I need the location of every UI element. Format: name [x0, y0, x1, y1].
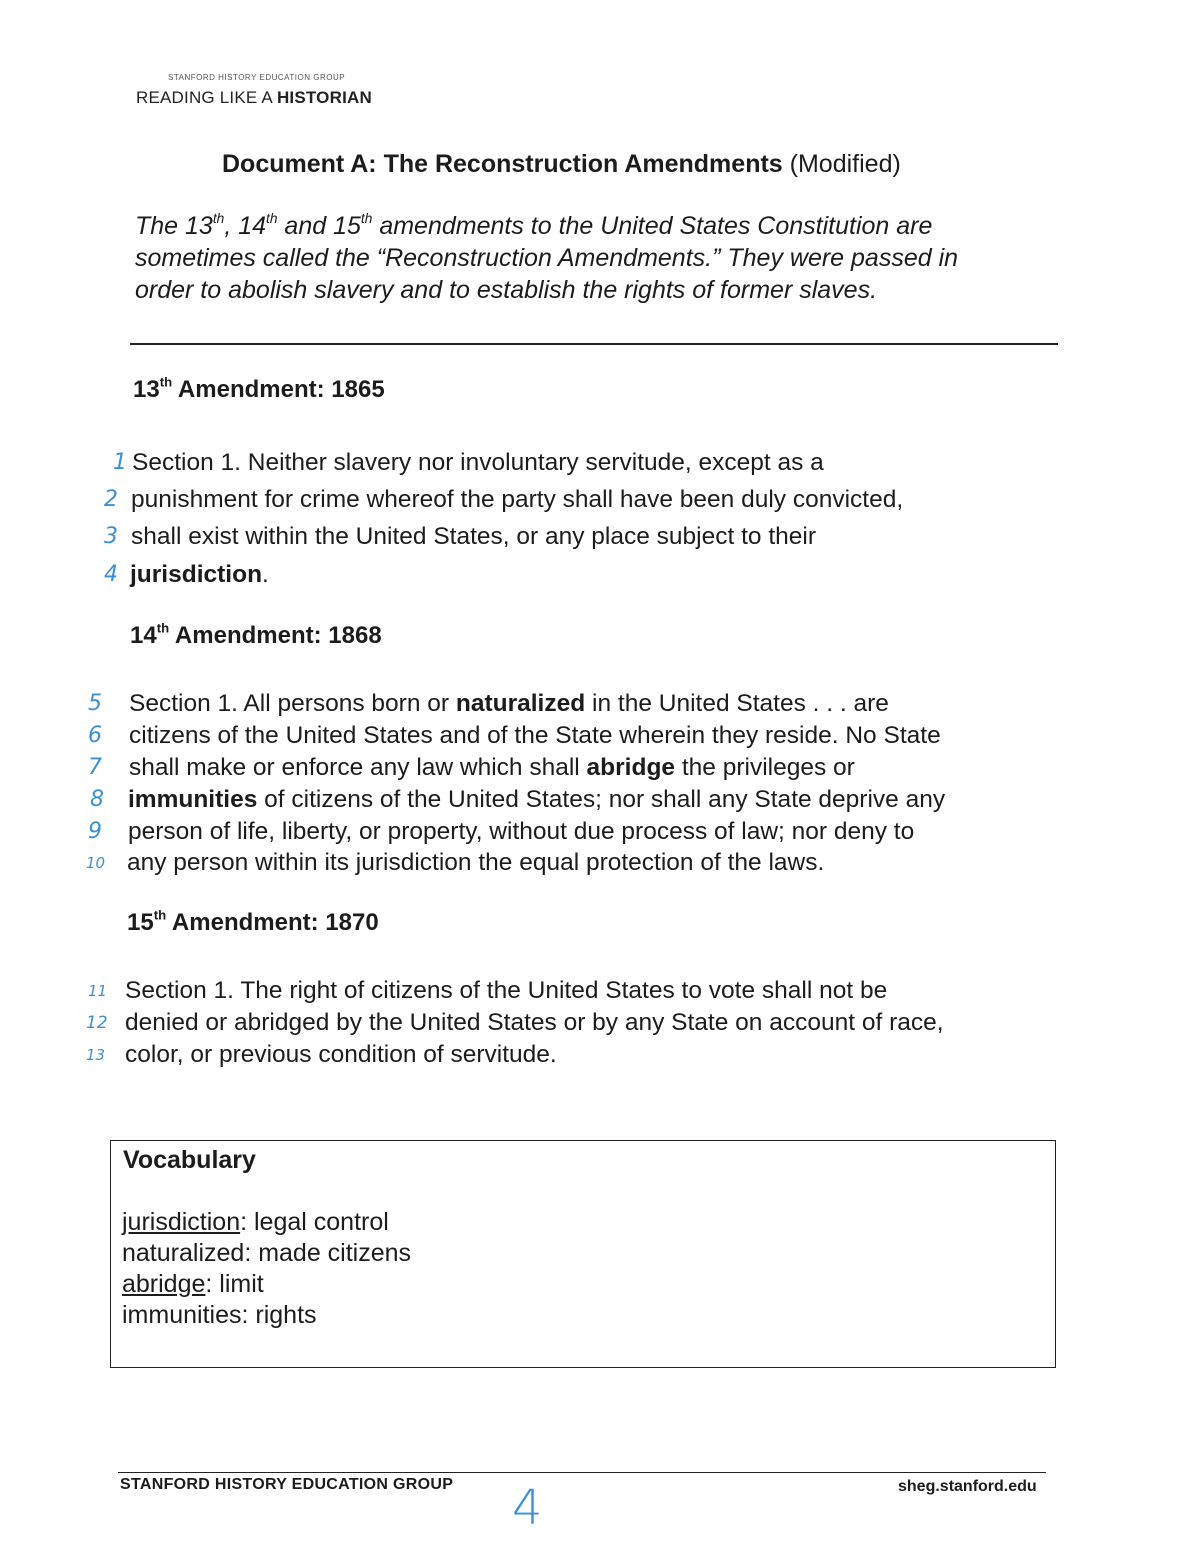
amendment-heading-text: Amendment: 1865	[172, 376, 385, 403]
intro-text: and 15	[277, 212, 361, 240]
line-text: in the United States . . . are	[585, 690, 889, 717]
intro-line-3: order to abolish slavery and to establish the rights of former slaves.	[135, 276, 878, 304]
document-title	[222, 150, 901, 179]
amendment-13-line-2: punishment for crime whereof the party shall have been duly convicted,	[131, 486, 904, 513]
vocab-term: immunities	[128, 786, 258, 813]
vocab-definition: : made citizens	[244, 1239, 412, 1267]
vocab-term: abridge	[122, 1270, 206, 1298]
logo	[136, 88, 372, 108]
amendment-13-heading	[133, 376, 385, 404]
intro-text: amendments to the United States Constitution are	[372, 212, 933, 240]
amendment-heading-text: Amendment: 1870	[166, 909, 379, 936]
line-number-13: 13	[86, 1046, 106, 1064]
line-number-11: 11	[88, 982, 108, 1000]
vocab-item	[122, 1207, 389, 1238]
vocab-item	[122, 1300, 317, 1331]
line-number-7: 7	[88, 755, 102, 780]
line-number-1: 1	[113, 450, 127, 475]
vocab-term: naturalized	[122, 1239, 245, 1267]
amendment-13-line-1: Section 1. Neither slavery nor involuntary servitude, except as a	[132, 449, 824, 476]
amendment-15-line-2: denied or abridged by the United States or by any State on account of race,	[125, 1009, 944, 1036]
amendment-14-line-6: any person within its jurisdiction the equal protection of the laws.	[127, 849, 825, 876]
line-number-5: 5	[88, 691, 102, 716]
amendment-14-line-3	[129, 753, 855, 783]
document-title-suffix: (Modified)	[789, 150, 901, 178]
intro-paragraph	[135, 210, 1065, 306]
line-number-10: 10	[86, 854, 106, 872]
section-divider	[130, 343, 1058, 345]
logo-prefix: READING LIKE A	[136, 88, 277, 107]
vocab-term: abridge	[586, 754, 676, 781]
vocab-term: jurisdiction	[130, 561, 263, 588]
vocab-term: jurisdiction	[122, 1208, 241, 1236]
line-text: of citizens of the United States; nor shall any State deprive any	[257, 786, 946, 813]
amendment-14-line-4	[128, 785, 945, 815]
footer-organization: STANFORD HISTORY EDUCATION GROUP	[120, 1476, 454, 1493]
amendment-number: 15	[127, 909, 154, 936]
footer-divider	[118, 1472, 1046, 1473]
line-number-9: 9	[88, 819, 102, 844]
amendment-14-line-5: person of life, liberty, or property, without due process of law; nor deny to	[128, 818, 915, 845]
ordinal-suffix: th	[156, 620, 170, 636]
logo-subtitle: STANFORD HISTORY EDUCATION GROUP	[168, 73, 346, 82]
vocab-definition: : rights	[241, 1301, 317, 1329]
line-text: Section 1. All persons born or	[129, 690, 456, 717]
ordinal-suffix: th	[212, 211, 225, 226]
vocab-definition: : limit	[205, 1270, 264, 1298]
amendment-13-line-4	[130, 560, 269, 590]
line-number-3: 3	[104, 524, 118, 549]
ordinal-suffix: th	[266, 211, 278, 226]
line-number-8: 8	[90, 787, 104, 812]
footer-website: sheg.stanford.edu	[898, 1478, 1037, 1495]
document-title-main: Document A: The Reconstruction Amendments	[222, 150, 783, 178]
vocab-term: immunities	[122, 1301, 242, 1329]
amendment-14-line-2: citizens of the United States and of the State wherein they reside. No State	[129, 722, 941, 749]
vocabulary-title: Vocabulary	[123, 1146, 256, 1174]
amendment-number: 14	[130, 622, 157, 649]
logo-bold: HISTORIAN	[276, 88, 372, 107]
amendment-14-heading	[130, 622, 382, 650]
amendment-heading-text: Amendment: 1868	[169, 622, 382, 649]
intro-line-1	[135, 210, 1065, 242]
ordinal-suffix: th	[153, 907, 167, 923]
line-text: shall make or enforce any law which shall	[129, 754, 587, 781]
ordinal-suffix: th	[360, 211, 373, 226]
vocab-term: naturalized	[455, 690, 586, 717]
amendment-15-line-1: Section 1. The right of citizens of the United States to vote shall not be	[125, 977, 888, 1004]
intro-text: The 13	[135, 212, 213, 240]
line-number-6: 6	[88, 723, 102, 748]
line-text: the privileges or	[675, 754, 855, 781]
amendment-15-heading	[127, 909, 379, 937]
amendment-13-line-3: shall exist within the United States, or any place subject to their	[131, 523, 816, 550]
amendment-15-line-3: color, or previous condition of servitude.	[125, 1041, 557, 1068]
amendment-14-line-1	[129, 689, 889, 719]
ordinal-suffix: th	[159, 374, 173, 390]
intro-line-2: sometimes called the “Reconstruction Amendments.” They were passed in	[135, 244, 959, 272]
line-number-12: 12	[86, 1013, 108, 1033]
amendment-number: 13	[133, 376, 160, 403]
line-number-4: 4	[104, 562, 118, 587]
line-text: .	[262, 561, 269, 588]
vocab-item	[122, 1238, 411, 1269]
handwritten-page-number: 4	[512, 1480, 543, 1536]
line-number-2: 2	[104, 487, 118, 512]
vocab-item	[122, 1269, 264, 1300]
intro-text: , 14	[224, 212, 267, 240]
vocab-definition: : legal control	[240, 1208, 389, 1236]
